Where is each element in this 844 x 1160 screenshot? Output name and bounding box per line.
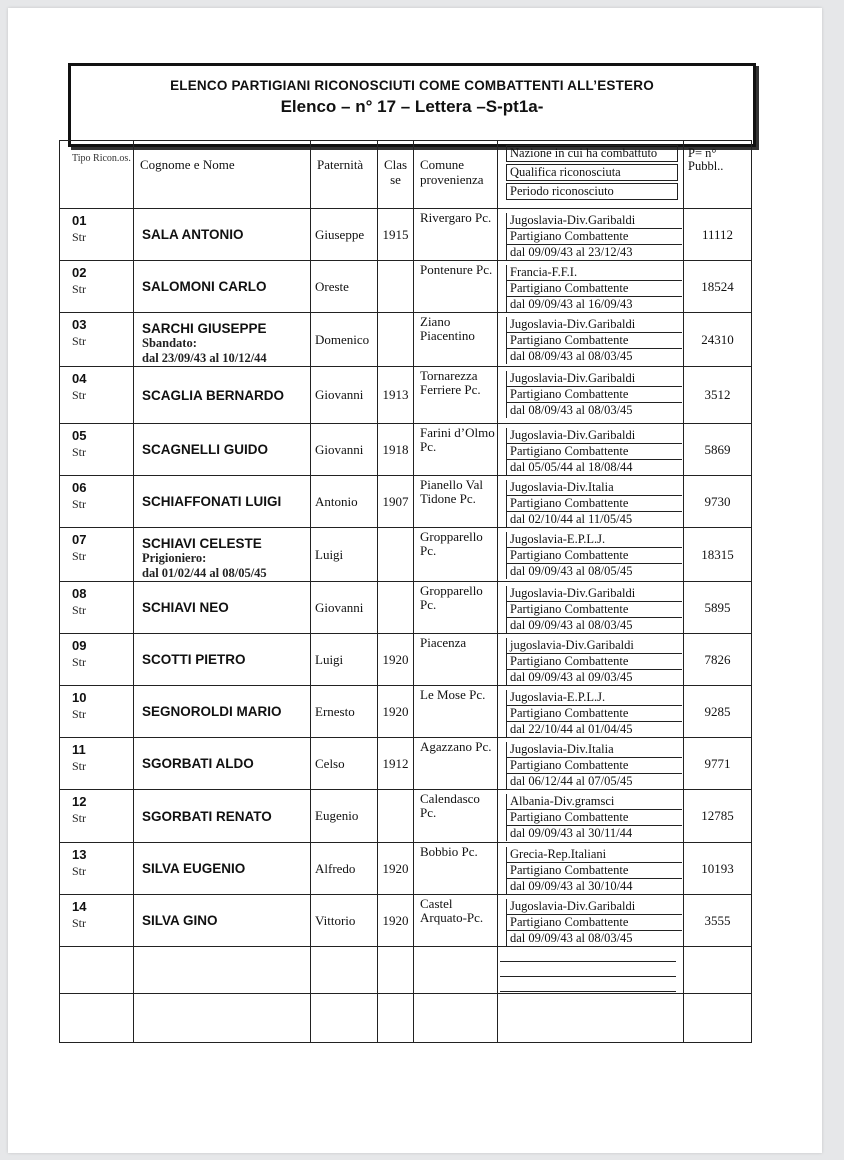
person-note-period: dal 23/09/43 al 10/12/44 xyxy=(142,351,267,365)
cell-pubbl: 18524 xyxy=(684,261,752,313)
empty-cell xyxy=(684,947,752,994)
table-row xyxy=(60,209,752,261)
cell-nazione-group xyxy=(498,686,684,738)
row-tipo: Str xyxy=(72,230,87,244)
cell-tipo xyxy=(60,209,134,261)
cell-nazione: jugoslavia-Div.Garibaldi xyxy=(506,638,682,654)
row-tipo: Str xyxy=(72,916,87,930)
cell-paternita: Giuseppe xyxy=(311,209,378,261)
empty-cell xyxy=(498,994,684,1043)
cell-nazione-group xyxy=(498,738,684,790)
empty-cell xyxy=(134,947,311,994)
row-number: 08 xyxy=(72,586,87,601)
cell-pubbl: 7826 xyxy=(684,634,752,686)
person-name: SEGNOROLDI MARIO xyxy=(134,686,311,738)
cell-nazione: Jugoslavia-Div.Garibaldi xyxy=(506,899,682,915)
cell-pubbl: 10193 xyxy=(684,843,752,895)
row-tipo: Str xyxy=(72,549,87,563)
cell-periodo: dal 06/12/44 al 07/05/45 xyxy=(506,774,682,789)
row-tipo: Str xyxy=(72,388,87,402)
cell-comune: Bobbio Pc. xyxy=(414,843,498,895)
row-tipo: Str xyxy=(72,759,87,773)
cell-nazione-group xyxy=(498,582,684,634)
cell-periodo: dal 09/09/43 al 30/11/44 xyxy=(506,826,682,841)
row-number: 10 xyxy=(72,690,87,705)
row-number: 01 xyxy=(72,213,87,228)
cell-periodo: dal 05/05/44 al 18/08/44 xyxy=(506,460,682,475)
col-header-periodo: Periodo riconosciuto xyxy=(506,183,678,200)
col-header-comune: Comune provenienza xyxy=(414,141,498,209)
table-row xyxy=(60,686,752,738)
row-number: 06 xyxy=(72,480,87,495)
cell-nome xyxy=(134,528,311,582)
empty-row xyxy=(60,994,752,1043)
row-tipo: Str xyxy=(72,497,87,511)
cell-pubbl: 3512 xyxy=(684,367,752,424)
cell-classe xyxy=(378,528,414,582)
cell-comune: Ziano Piacentino xyxy=(414,313,498,367)
row-tipo: Str xyxy=(72,707,87,721)
person-name: SILVA EUGENIO xyxy=(134,843,311,895)
cell-nazione: Francia-F.F.I. xyxy=(506,265,682,281)
cell-periodo: dal 22/10/44 al 01/04/45 xyxy=(506,722,682,737)
cell-qualifica: Partigiano Combattente xyxy=(506,758,682,774)
cell-classe: 1913 xyxy=(378,367,414,424)
cell-comune: Pontenure Pc. xyxy=(414,261,498,313)
row-number: 04 xyxy=(72,371,87,386)
cell-classe: 1915 xyxy=(378,209,414,261)
empty-cell xyxy=(311,994,378,1043)
cell-tipo xyxy=(60,686,134,738)
row-tipo: Str xyxy=(72,282,87,296)
cell-classe: 1918 xyxy=(378,424,414,476)
cell-comune: Calendasco Pc. xyxy=(414,790,498,843)
cell-pubbl: 3555 xyxy=(684,895,752,947)
cell-qualifica: Partigiano Combattente xyxy=(506,706,682,722)
person-name: SCAGLIA BERNARDO xyxy=(134,367,311,424)
table-row xyxy=(60,843,752,895)
cell-comune: Piacenza xyxy=(414,634,498,686)
person-name: SCHIAVI CELESTE xyxy=(142,536,262,551)
table-row xyxy=(60,895,752,947)
cell-nazione-group xyxy=(498,424,684,476)
row-tipo: Str xyxy=(72,864,87,878)
person-note-label: Sbandato: xyxy=(142,336,197,350)
row-number: 09 xyxy=(72,638,87,653)
table-header-row xyxy=(60,141,752,209)
cell-nazione: Jugoslavia-Div.Garibaldi xyxy=(506,371,682,387)
row-number: 07 xyxy=(72,532,87,547)
col-header-nazione-group xyxy=(498,141,684,209)
cell-nazione-group xyxy=(498,790,684,843)
cell-classe xyxy=(378,582,414,634)
cell-nazione: Jugoslavia-Div.Garibaldi xyxy=(506,428,682,444)
cell-periodo: dal 09/09/43 al 08/03/45 xyxy=(506,618,682,633)
col-header-nome: Cognome e Nome xyxy=(134,141,311,209)
cell-tipo xyxy=(60,528,134,582)
col-header-paternita: Paternità xyxy=(311,141,378,209)
cell-comune: Le Mose Pc. xyxy=(414,686,498,738)
cell-periodo: dal 08/09/43 al 08/03/45 xyxy=(506,349,682,364)
row-tipo: Str xyxy=(72,811,87,825)
empty-cell xyxy=(311,947,378,994)
cell-comune: Tornarezza Ferriere Pc. xyxy=(414,367,498,424)
table-row xyxy=(60,424,752,476)
cell-paternita: Ernesto xyxy=(311,686,378,738)
table-row xyxy=(60,634,752,686)
person-name: SALA ANTONIO xyxy=(134,209,311,261)
cell-periodo: dal 09/09/43 al 08/03/45 xyxy=(506,931,682,946)
col-header-classe: Clas se xyxy=(378,141,414,209)
cell-comune: Gropparello Pc. xyxy=(414,528,498,582)
cell-pubbl: 9771 xyxy=(684,738,752,790)
empty-cell xyxy=(498,947,684,994)
col-header-pubbl: P= n° Pubbl.. xyxy=(684,141,752,209)
table-row xyxy=(60,367,752,424)
document-header xyxy=(68,63,756,147)
row-tipo: Str xyxy=(72,334,87,348)
table-row xyxy=(60,528,752,582)
cell-tipo xyxy=(60,895,134,947)
cell-nazione: Jugoslavia-Div.Italia xyxy=(506,480,682,496)
cell-periodo: dal 08/09/43 al 08/03/45 xyxy=(506,403,682,418)
cell-comune: Agazzano Pc. xyxy=(414,738,498,790)
empty-cell xyxy=(60,994,134,1043)
col-header-qualifica: Qualifica riconosciuta xyxy=(506,164,678,181)
person-name: SGORBATI ALDO xyxy=(134,738,311,790)
cell-nazione-group xyxy=(498,843,684,895)
cell-qualifica: Partigiano Combattente xyxy=(506,810,682,826)
cell-nazione-group xyxy=(498,313,684,367)
cell-classe xyxy=(378,313,414,367)
cell-classe: 1920 xyxy=(378,895,414,947)
person-note-period: dal 01/02/44 al 08/05/45 xyxy=(142,566,267,580)
table-row xyxy=(60,313,752,367)
cell-periodo: dal 09/09/43 al 23/12/43 xyxy=(506,245,682,260)
empty-cell xyxy=(414,947,498,994)
cell-qualifica: Partigiano Combattente xyxy=(506,496,682,512)
cell-tipo xyxy=(60,790,134,843)
cell-periodo: dal 09/09/43 al 16/09/43 xyxy=(506,297,682,312)
cell-nazione-group xyxy=(498,895,684,947)
document-subtitle: Elenco – n° 17 – Lettera –S-pt1a- xyxy=(280,97,544,116)
cell-nazione: Albania-Div.gramsci xyxy=(506,794,682,810)
table-row xyxy=(60,261,752,313)
person-name: SARCHI GIUSEPPE xyxy=(142,321,267,336)
cell-tipo xyxy=(60,424,134,476)
cell-pubbl: 11112 xyxy=(684,209,752,261)
row-number: 02 xyxy=(72,265,87,280)
cell-nazione-group xyxy=(498,209,684,261)
cell-paternita: Domenico xyxy=(311,313,378,367)
cell-pubbl: 9285 xyxy=(684,686,752,738)
partisans-table xyxy=(59,140,752,1043)
cell-tipo xyxy=(60,738,134,790)
cell-paternita: Vittorio xyxy=(311,895,378,947)
document-title: ELENCO PARTIGIANI RICONOSCIUTI COME COMBATTENTI ALL’ESTERO xyxy=(170,78,654,93)
row-number: 13 xyxy=(72,847,87,862)
cell-qualifica: Partigiano Combattente xyxy=(506,229,682,245)
cell-comune: Farini d’Olmo Pc. xyxy=(414,424,498,476)
cell-paternita: Antonio xyxy=(311,476,378,528)
cell-paternita: Alfredo xyxy=(311,843,378,895)
cell-nome xyxy=(134,313,311,367)
cell-pubbl: 18315 xyxy=(684,528,752,582)
cell-pubbl: 24310 xyxy=(684,313,752,367)
row-number: 12 xyxy=(72,794,87,809)
cell-comune: Pianello Val Tidone Pc. xyxy=(414,476,498,528)
cell-tipo xyxy=(60,476,134,528)
cell-nazione: Jugoslavia-Div.Garibaldi xyxy=(506,213,682,229)
person-name: SCHIAVI NEO xyxy=(134,582,311,634)
cell-periodo: dal 09/09/43 al 08/05/45 xyxy=(506,564,682,579)
person-name: SCOTTI PIETRO xyxy=(134,634,311,686)
cell-tipo xyxy=(60,261,134,313)
cell-tipo xyxy=(60,843,134,895)
empty-row xyxy=(60,947,752,994)
cell-comune: Gropparello Pc. xyxy=(414,582,498,634)
person-name: SGORBATI RENATO xyxy=(134,790,311,843)
cell-periodo: dal 02/10/44 al 11/05/45 xyxy=(506,512,682,527)
cell-qualifica: Partigiano Combattente xyxy=(506,654,682,670)
table-row xyxy=(60,738,752,790)
table-row xyxy=(60,582,752,634)
empty-cell xyxy=(414,994,498,1043)
cell-nazione: Jugoslavia-Div.Garibaldi xyxy=(506,317,682,333)
cell-paternita: Eugenio xyxy=(311,790,378,843)
cell-nazione-group xyxy=(498,528,684,582)
row-number: 03 xyxy=(72,317,87,332)
cell-qualifica: Partigiano Combattente xyxy=(506,387,682,403)
cell-nazione-group xyxy=(498,476,684,528)
cell-classe xyxy=(378,790,414,843)
empty-cell xyxy=(684,994,752,1043)
cell-nazione-group xyxy=(498,634,684,686)
cell-tipo xyxy=(60,313,134,367)
cell-paternita: Giovanni xyxy=(311,424,378,476)
cell-nazione: Jugoslavia-E.P.L.J. xyxy=(506,532,682,548)
cell-paternita: Luigi xyxy=(311,634,378,686)
cell-tipo xyxy=(60,582,134,634)
cell-qualifica: Partigiano Combattente xyxy=(506,548,682,564)
cell-paternita: Giovanni xyxy=(311,582,378,634)
cell-classe: 1920 xyxy=(378,634,414,686)
cell-classe: 1920 xyxy=(378,843,414,895)
person-name: SALOMONI CARLO xyxy=(134,261,311,313)
cell-qualifica: Partigiano Combattente xyxy=(506,915,682,931)
cell-paternita: Giovanni xyxy=(311,367,378,424)
cell-nazione: Jugoslavia-E.P.L.J. xyxy=(506,690,682,706)
cell-paternita: Celso xyxy=(311,738,378,790)
cell-classe: 1907 xyxy=(378,476,414,528)
table-row xyxy=(60,790,752,843)
cell-paternita: Oreste xyxy=(311,261,378,313)
row-tipo: Str xyxy=(72,603,87,617)
empty-cell xyxy=(378,994,414,1043)
cell-paternita: Luigi xyxy=(311,528,378,582)
cell-pubbl: 5869 xyxy=(684,424,752,476)
cell-comune: Rivergaro Pc. xyxy=(414,209,498,261)
empty-cell xyxy=(60,947,134,994)
cell-tipo xyxy=(60,634,134,686)
cell-periodo: dal 09/09/43 al 30/10/44 xyxy=(506,879,682,894)
cell-qualifica: Partigiano Combattente xyxy=(506,281,682,297)
table-row xyxy=(60,476,752,528)
row-number: 05 xyxy=(72,428,87,443)
cell-qualifica: Partigiano Combattente xyxy=(506,333,682,349)
cell-nazione-group xyxy=(498,367,684,424)
person-name: SCAGNELLI GUIDO xyxy=(134,424,311,476)
cell-qualifica: Partigiano Combattente xyxy=(506,602,682,618)
cell-classe: 1912 xyxy=(378,738,414,790)
cell-comune: Castel Arquato-Pc. xyxy=(414,895,498,947)
cell-tipo xyxy=(60,367,134,424)
empty-cell xyxy=(134,994,311,1043)
row-tipo: Str xyxy=(72,445,87,459)
cell-nazione: Jugoslavia-Div.Italia xyxy=(506,742,682,758)
empty-cell xyxy=(378,947,414,994)
col-header-tipo: Tipo Ricon.os. xyxy=(60,141,134,209)
cell-classe xyxy=(378,261,414,313)
cell-nazione: Grecia-Rep.Italiani xyxy=(506,847,682,863)
row-number: 11 xyxy=(72,742,86,757)
person-name: SILVA GINO xyxy=(134,895,311,947)
cell-periodo: dal 09/09/43 al 09/03/45 xyxy=(506,670,682,685)
row-number: 14 xyxy=(72,899,87,914)
col-header-nazione: Nazione in cui ha combattuto xyxy=(506,145,678,162)
cell-nazione: Jugoslavia-Div.Garibaldi xyxy=(506,586,682,602)
cell-classe: 1920 xyxy=(378,686,414,738)
person-note-label: Prigioniero: xyxy=(142,551,207,565)
cell-pubbl: 5895 xyxy=(684,582,752,634)
row-tipo: Str xyxy=(72,655,87,669)
cell-nazione-group xyxy=(498,261,684,313)
person-name: SCHIAFFONATI LUIGI xyxy=(134,476,311,528)
cell-qualifica: Partigiano Combattente xyxy=(506,863,682,879)
cell-pubbl: 12785 xyxy=(684,790,752,843)
cell-pubbl: 9730 xyxy=(684,476,752,528)
cell-qualifica: Partigiano Combattente xyxy=(506,444,682,460)
